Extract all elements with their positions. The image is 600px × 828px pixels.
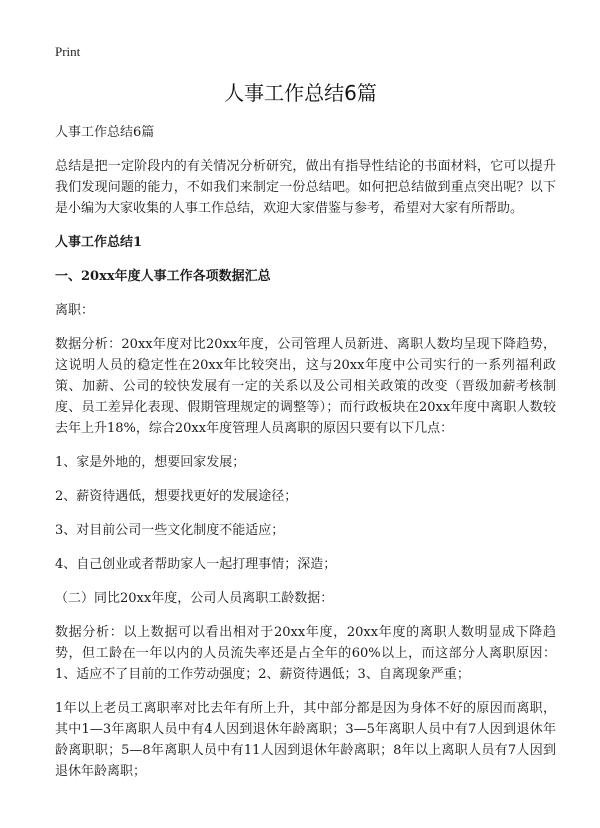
- intro-paragraph: 总结是把一定阶段内的有关情况分析研究，做出有指导性结论的书面材料，它可以提升我们发现问题的能力，不如我们来制定一份总结吧。如何把总结做到重点突出呢？以下是小编为大家收集的人事工作总结，欢迎大家借鉴与参考，希望对大家有所帮助。: [55, 159, 556, 216]
- analysis-paragraph-3: 1年以上老员工离职率对比去年有所上升，其中部分都是因为身体不好的原因而离职，其中1—3年离职人员中有4人因到退休年龄离职；3—5年离职人员中有7人因到退休年龄离职职；5—8年离职人员中有11人因到退休年龄离职；8年以上离职人员有7人因到退休年龄离职；: [55, 701, 556, 779]
- subtitle-line: 人事工作总结6篇: [55, 125, 155, 140]
- subsection-heading: 一、20xx年度人事工作各项数据汇总: [55, 269, 271, 284]
- print-link[interactable]: Print: [55, 44, 81, 59]
- subsection-2-heading: （二）同比20xx年度，公司人员离职工龄数据：: [55, 591, 334, 606]
- reason-item: 3、对目前公司一些文化制度不能适应；: [55, 523, 285, 538]
- analysis-paragraph-1: 数据分析：20xx年度对比20xx年度，公司管理人员新进、离职人数均呈现下降趋势，这说明人员的稳定性在20xx年比较突出，这与20xx年度中公司实行的一系列福利政策、加薪、公司的较快发展有一定的关系以及公司相关政策的改变（晋级加薪考核制度、员工差异化表现、假期管理规定的调整等）；而行政板块在20xx年度中离职人数较去年上升18%，综合20xx年度管理人员离职的原因只要有以下几点：: [55, 337, 556, 436]
- reason-item: 4、自己创业或者帮助家人一起打理事情；深造；: [55, 557, 337, 572]
- analysis-paragraph-2: 数据分析：以上数据可以看出相对于20xx年度，20xx年度的离职人数明显成下降趋势，但工龄在一年以内的人员流失率还是占全年的60%以上，而这部分人离职原因：1、适应不了目前的工作劳动强度；2、薪资待遇低；3、自离现象严重；: [55, 625, 556, 682]
- resign-label: 离职：: [55, 303, 95, 318]
- reason-item: 2、薪资待遇低，想要找更好的发展途径；: [55, 489, 298, 504]
- page-title: 人事工作总结6篇: [224, 81, 377, 105]
- reason-item: 1、家是外地的，想要回家发展；: [55, 455, 246, 470]
- section-heading: 人事工作总结1: [55, 235, 143, 250]
